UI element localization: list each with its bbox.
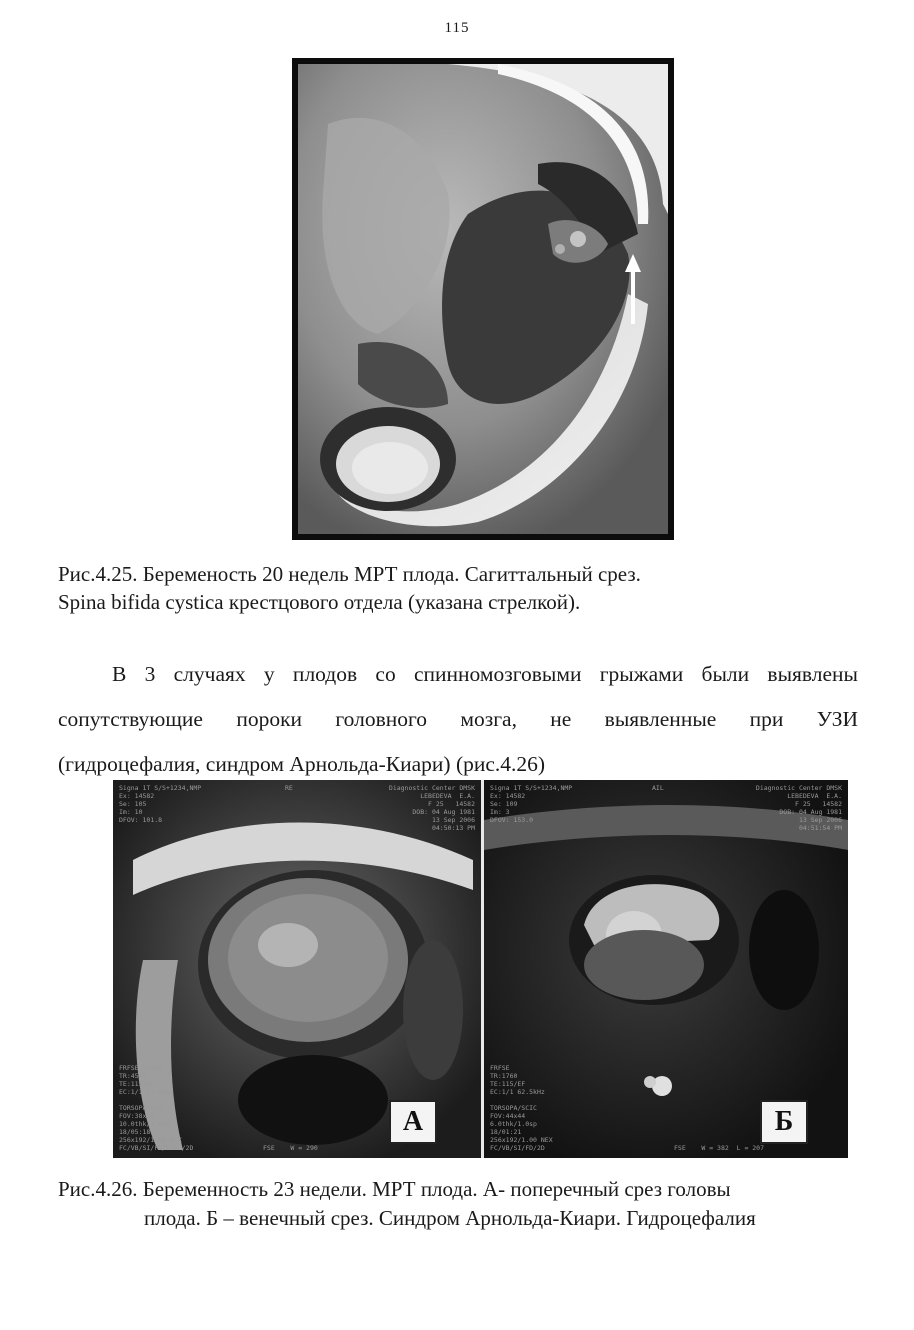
page-number: 115 xyxy=(444,20,470,36)
paragraph-line: В 3 случаях у плодов со спинномозговыми грыжами были выявлены xyxy=(112,662,858,686)
caption-line: Рис.4.26. Беременность 23 недели. МРТ плода. А- поперечный срез головы xyxy=(58,1177,731,1201)
paragraph-line: (гидроцефалия, синдром Арнольда-Киари) (рис.4.26) xyxy=(58,752,546,776)
body-paragraph xyxy=(58,652,858,787)
mri-panels-figure xyxy=(113,780,848,1158)
figure-caption-4-25 xyxy=(58,560,858,616)
caption-line: Spina bifida cystica крестцового отдела (указана стрелкой). xyxy=(58,590,581,614)
sagittal-mri-image xyxy=(292,58,674,540)
scan-header-right: Diagnostic Center DMSK LEBEDEVA E.A. F 25 14582 DOB: 04 Aug 1981 13 Sep 2006 04:50:13 PM xyxy=(388,784,475,832)
caption-line: Рис.4.25. Беременость 20 недель МРТ плода. Сагиттальный срез. xyxy=(58,562,641,586)
scan-header-left: Signa 1T S/S+1234,NMP Ex: 14582 Se: 109 Im: 3 DFOV: 153.0 xyxy=(490,784,573,824)
panel-label-a: А xyxy=(389,1100,437,1144)
scan-header-mid: RE xyxy=(285,784,293,792)
scan-footer-left: FRFSE-XL/90 TR:4500 TE:115/EF EC:1/1 31.2kHz TORSOPA/SCIC FOV:38x38 10.0thk/1.0sp 18/05:18 256x192/1.00 NEX FC/VB/SI/FD/FFBP/2D xyxy=(119,1064,194,1152)
scan-header-mid: AIL xyxy=(652,784,664,792)
scan-footer-left: FRFSE TR:1760 TE:115/EF EC:1/1 62.5kHz TORSOPA/SCIC FOV:44x44 6.0thk/1.0sp 18/01:21 256x192/1.00 NEX FC/VB/SI/FD/2D xyxy=(490,1064,553,1152)
scan-footer-right: FSE W = 382 L = 207 xyxy=(674,1144,765,1152)
caption-line: плода. Б – венечный срез. Синдром Арнольда-Киари. Гидроцефалия xyxy=(144,1206,756,1230)
paragraph-line: сопутствующие пороки головного мозга, не выявленные при УЗИ xyxy=(58,707,858,731)
mri-panel-a xyxy=(113,780,484,1158)
scan-footer-right: FSE W = 290 xyxy=(263,1144,318,1152)
panel-label-b: Б xyxy=(760,1100,808,1144)
mri-panel-b xyxy=(484,780,848,1158)
scan-header-right: Diagnostic Center DMSK LEBEDEVA E.A. F 25 14582 DOB: 04 Aug 1981 13 Sep 2006 04:51:54 PM xyxy=(755,784,842,832)
scan-header-left: Signa 1T S/S+1234,NMP Ex: 14582 Se: 105 Im: 10 DFOV: 101.8 xyxy=(119,784,202,824)
figure-caption-4-26 xyxy=(58,1175,878,1233)
